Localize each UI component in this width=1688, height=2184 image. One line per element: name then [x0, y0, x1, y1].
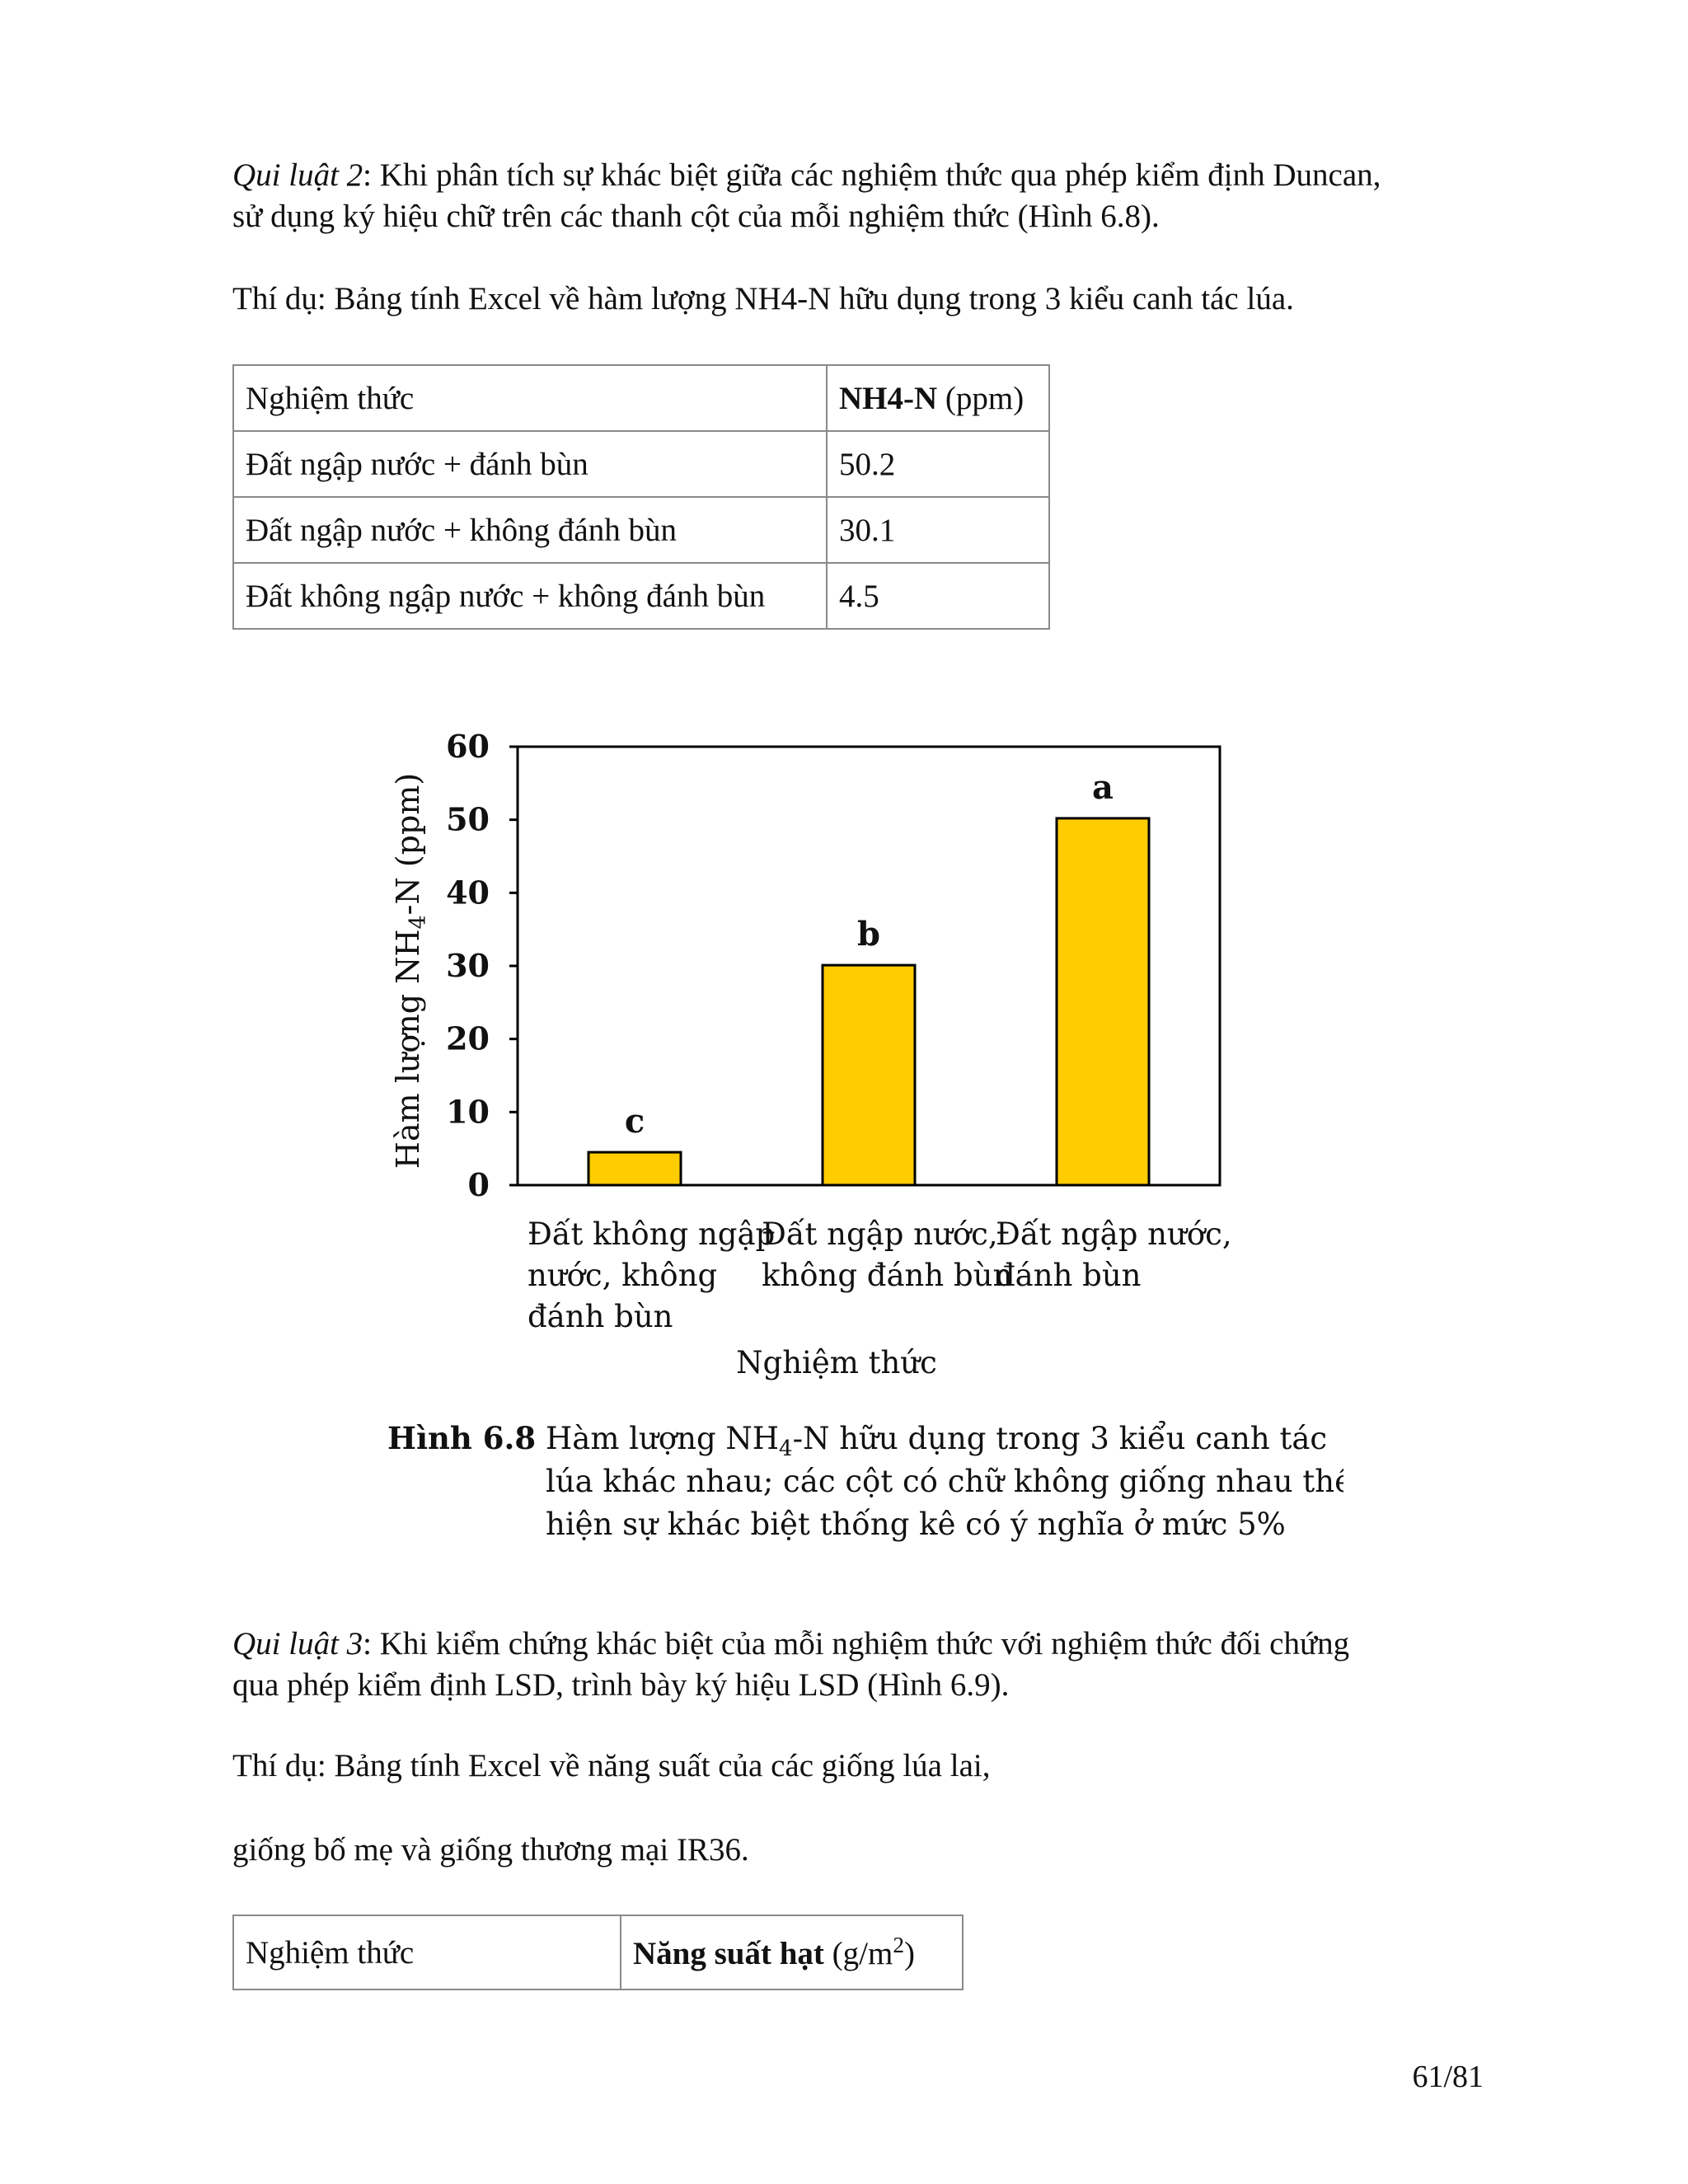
rule2-text-line1: : Khi phân tích sự khác biệt giữa các nghiệm thức qua phép kiểm định Duncan, — [363, 157, 1381, 193]
y-tick-label: 10 — [446, 1093, 490, 1131]
y-tick-label: 60 — [446, 728, 490, 765]
table-row — [233, 497, 1049, 563]
figure-caption — [387, 1420, 1343, 1542]
header-treatment: Nghiệm thức — [233, 1915, 621, 1990]
yield-table — [232, 1915, 964, 1990]
example1-text: Thí dụ: Bảng tính Excel về hàm lượng NH4-N hữu dụng trong 3 kiểu canh tác lúa. — [232, 281, 1294, 316]
treatment-cell: Đất ngập nước + không đánh bùn — [233, 497, 827, 563]
caption-label: Hình 6.8 — [387, 1420, 537, 1456]
header-treatment: Nghiệm thức — [233, 365, 827, 431]
rule2-paragraph — [232, 155, 1485, 237]
caption-line3: hiện sự khác biệt thống kê có ý nghĩa ở mức 5% — [546, 1507, 1286, 1542]
rule2-text-line2: sử dụng ký hiệu chữ trên các thanh cột của mỗi nghiệm thức (Hình 6.8). — [232, 199, 1160, 234]
figure-6-8 — [387, 666, 1343, 1581]
rule3-paragraph — [232, 1624, 1485, 1706]
y-tick-label: 20 — [446, 1019, 490, 1057]
bar — [823, 965, 915, 1185]
significance-letter: b — [857, 915, 880, 954]
bar — [1057, 818, 1149, 1185]
rule3-label: Qui luật 3 — [232, 1626, 363, 1661]
treatment-cell: Đất ngập nước + đánh bùn — [233, 431, 827, 497]
header-yield-sup: 2 — [893, 1933, 904, 1957]
rule2-label: Qui luật 2 — [232, 157, 363, 193]
page-number: 61/81 — [1412, 2060, 1484, 2094]
category-label: Đất không ngập nước, không đánh bùn — [528, 1216, 776, 1334]
significance-letter: a — [1092, 767, 1114, 807]
caption-line2: lúa khác nhau; các cột có chữ không giống nhau thể — [546, 1464, 1343, 1499]
caption-line1: Hàm lượng $NH_4-N$ hữu dụng trong 3 kiểu canh tác — [546, 1421, 1328, 1461]
header-yield-close: ) — [903, 1936, 915, 1971]
y-tick-label: 50 — [446, 800, 490, 838]
value-cell: 30.1 — [827, 497, 1049, 563]
bar-chart — [387, 666, 1343, 1581]
category-label: Đất ngập nước, không đánh bùn — [762, 1216, 1013, 1293]
header-yield-bold: Năng suất hạt — [633, 1936, 824, 1971]
nh4-table — [232, 364, 1050, 630]
y-tick-label: 40 — [446, 874, 490, 912]
header-yield — [621, 1915, 963, 1990]
table-row — [233, 563, 1049, 629]
value-cell: 4.5 — [827, 563, 1049, 629]
example2-line1: Thí dụ: Bảng tính Excel về năng suất của các giống lúa lai, — [232, 1748, 991, 1783]
treatment-cell: Đất không ngập nước + không đánh bùn — [233, 563, 827, 629]
example2-line2: giống bố mẹ và giống thương mại IR36. — [232, 1832, 749, 1868]
table-header-row — [233, 365, 1049, 431]
significance-letter: c — [624, 1102, 645, 1141]
table-row — [233, 431, 1049, 497]
table-header-row — [233, 1915, 963, 1990]
header-nh4-unit: (ppm) — [937, 380, 1025, 416]
header-nh4 — [827, 365, 1049, 431]
y-axis-label: Hàm lượng $NH_4-N$ (ppm) — [390, 772, 431, 1169]
y-axis-ticks — [446, 728, 518, 1203]
x-axis-label: Nghiệm thức — [736, 1345, 937, 1380]
category-label: Đất ngập nước, đánh bùn — [996, 1216, 1232, 1293]
x-axis-categories — [528, 1216, 1232, 1334]
y-tick-label: 30 — [446, 947, 490, 984]
rule3-text-line2: qua phép kiểm định LSD, trình bày ký hiệu LSD (Hình 6.9). — [232, 1667, 1010, 1703]
header-nh4-bold: NH4-N — [839, 380, 938, 416]
header-yield-unit: (g/m — [823, 1936, 893, 1971]
rule3-text-line1: : Khi kiểm chứng khác biệt của mỗi nghiệm thức với nghiệm thức đối chứng — [363, 1626, 1350, 1661]
bar — [588, 1152, 681, 1185]
y-tick-label: 0 — [467, 1166, 490, 1203]
value-cell: 50.2 — [827, 431, 1049, 497]
